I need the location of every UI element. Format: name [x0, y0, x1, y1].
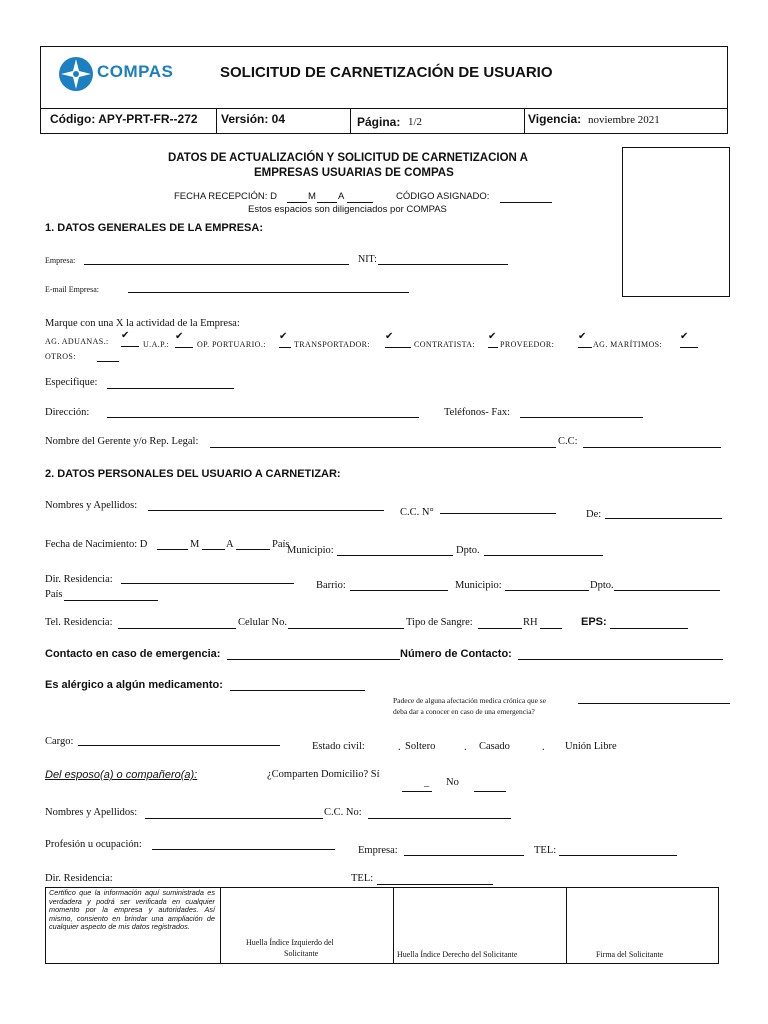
huella-izquierda-label-2: Solicitante [284, 949, 319, 958]
numero-contacto-field[interactable] [518, 659, 723, 660]
comparten-domicilio-label: ¿Comparten Domicilio? Sí [267, 769, 380, 780]
casado-option: Casado [479, 741, 510, 752]
section2-heading: 2. DATOS PERSONALES DEL USUARIO A CARNETIZAR: [45, 468, 341, 480]
esposo-heading: Del esposo(a) o compañero(a): [45, 769, 198, 781]
fecha-nacimiento-day[interactable] [157, 549, 188, 550]
cc-conyuge-label: C.C. No: [324, 807, 362, 818]
barrio-field[interactable] [350, 590, 448, 591]
activity-maritimos-check[interactable]: ✔ [680, 331, 689, 342]
activity-proveedor-label: PROVEEDOR: [500, 340, 555, 349]
fecha-nac-m-label: M [190, 539, 200, 550]
barrio-label: Barrio: [316, 580, 346, 591]
activity-otros-label: OTROS: [45, 352, 76, 361]
nombres-conyuge-field[interactable] [145, 818, 323, 819]
tel-residencia-label: Tel. Residencia: [45, 617, 113, 628]
fecha-nacimiento-month[interactable] [202, 549, 225, 550]
dir-residencia-conyuge-label: Dir. Residencia: [45, 873, 113, 884]
municipio-res-field[interactable] [505, 590, 589, 591]
activity-uap-label: U.A.P.: [143, 340, 170, 349]
email-label: E-mail Empresa: [45, 285, 99, 294]
brand-name: COMPAS [97, 62, 174, 81]
empresa-label: Empresa: [45, 256, 76, 265]
ccn-label: C.C. N° [400, 507, 434, 518]
nombres-field[interactable] [148, 510, 384, 511]
fecha-recepcion-month[interactable] [317, 202, 337, 203]
activity-proveedor-blank[interactable] [578, 347, 592, 348]
afectacion-field[interactable] [578, 703, 730, 704]
email-field[interactable] [128, 292, 409, 293]
comparten-no-blank[interactable] [474, 791, 506, 792]
activity-transportador-check[interactable]: ✔ [385, 331, 394, 342]
estado-civil-label: Estado civil: [312, 741, 365, 752]
cargo-field[interactable] [78, 745, 280, 746]
activity-otros-blank[interactable] [97, 361, 119, 362]
activity-portuario-blank[interactable] [279, 347, 291, 348]
document-version: Versión: 04 [221, 112, 286, 126]
tel-residencia-field[interactable] [118, 628, 236, 629]
activity-maritimos-label: AG. MARÍTIMOS: [593, 340, 663, 349]
eps-field[interactable] [610, 628, 688, 629]
header-cell-divider [216, 108, 217, 133]
dpto-nac-field[interactable] [484, 555, 603, 556]
fecha-recepcion-year[interactable] [347, 202, 373, 203]
activity-maritimos-blank[interactable] [680, 347, 698, 348]
telefonos-label: Teléfonos- Fax: [444, 407, 511, 418]
casado-option-marker[interactable]: . [464, 742, 467, 753]
tel-conyuge-field[interactable] [559, 855, 677, 856]
photo-box[interactable] [622, 147, 730, 297]
compass-logo-icon [58, 56, 94, 92]
dpto-res-label: Dpto. [590, 580, 614, 591]
direccion-field[interactable] [107, 417, 419, 418]
cc-conyuge-field[interactable] [368, 818, 511, 819]
ccn-field[interactable] [440, 513, 556, 514]
municipio-nac-label: Municipio: [287, 545, 334, 556]
direccion-label: Dirección: [45, 407, 90, 418]
gerente-label: Nombre del Gerente y/o Rep. Legal: [45, 436, 199, 447]
form-title-line1: DATOS DE ACTUALIZACIÓN Y SOLICITUD DE CARNETIZACION A [168, 152, 528, 164]
codigo-asignado-label: CÓDIGO ASIGNADO: [396, 191, 490, 202]
activity-uap-check[interactable]: ✔ [175, 331, 184, 342]
municipio-res-label: Municipio: [455, 580, 502, 591]
fecha-recepcion-label: FECHA RECEPCIÓN: D [174, 191, 277, 202]
activity-uap-blank[interactable] [175, 347, 193, 348]
form-title-line2: EMPRESAS USUARIAS DE COMPAS [254, 167, 454, 179]
alergico-field[interactable] [230, 690, 365, 691]
document-code: Código: APY-PRT-FR--272 [50, 112, 198, 126]
empresa-field[interactable] [84, 264, 349, 265]
especifique-label: Especifique: [45, 377, 98, 388]
de-label: De: [586, 509, 602, 520]
soltero-option: Soltero [405, 741, 436, 752]
page-label: Página: [357, 115, 401, 129]
activity-instruction: Marque con una X la actividad de la Empresa: [45, 318, 240, 329]
activity-proveedor-check[interactable]: ✔ [578, 331, 587, 342]
alergico-label: Es alérgico a algún medicamento: [45, 679, 223, 691]
activity-portuario-label: OP. PORTUARIO.: [197, 340, 266, 349]
compas-logo [58, 56, 94, 95]
afectacion-question-line1: Padece de alguna afectación medica crónica que se [393, 696, 547, 705]
dpto-res-field[interactable] [614, 590, 720, 591]
activity-contratista-blank[interactable] [488, 347, 498, 348]
signature-table-divider [393, 887, 394, 964]
validity-value: noviembre 2021 [588, 114, 660, 126]
signature-table-divider [566, 887, 567, 964]
pais-res-label: País [45, 589, 63, 600]
fecha-nacimiento-year[interactable] [236, 549, 270, 550]
tel-conyuge-label: TEL: [534, 845, 557, 856]
pais-nac-label: País [272, 539, 290, 550]
comparten-si-blank[interactable] [402, 791, 432, 792]
telefonos-field[interactable] [520, 417, 643, 418]
profesion-label: Profesión u ocupación: [45, 839, 142, 850]
firma-solicitante-label: Firma del Solicitante [596, 950, 664, 959]
cargo-label: Cargo: [45, 736, 74, 747]
de-field[interactable] [605, 518, 722, 519]
contacto-emergencia-label: Contacto en caso de emergencia: [45, 648, 221, 660]
validity-label: Vigencia: [528, 112, 582, 126]
page-title: SOLICITUD DE CARNETIZACIÓN DE USUARIO [220, 64, 553, 81]
fecha-a-label: A [338, 191, 345, 202]
tel-residencia-conyuge-label: TEL: [351, 873, 374, 884]
activity-transportador-blank[interactable] [385, 347, 411, 348]
municipio-nac-field[interactable] [337, 555, 453, 556]
profesion-field[interactable] [152, 849, 335, 850]
dpto-nac-label: Dpto. [456, 545, 480, 556]
activity-aduanas-label: AG. ADUANAS.: [45, 337, 109, 346]
afectacion-question-line2: deba dar a conocer en caso de una emergencia? [393, 707, 535, 716]
codigo-asignado-field[interactable] [500, 202, 552, 203]
huella-derecha-label: Huella Índice Derecho del Solicitante [397, 950, 518, 959]
activity-transportador-label: TRANSPORTADOR: [294, 340, 371, 349]
tipo-sangre-field[interactable] [478, 628, 522, 629]
gerente-cc-label: C.C: [558, 436, 578, 447]
dir-residencia-label: Dir. Residencia: [45, 574, 113, 585]
union-libre-option: Unión Libre [565, 741, 617, 752]
fecha-nacimiento-label: Fecha de Nacimiento: D [45, 539, 148, 550]
header-cell-divider [350, 108, 351, 133]
activity-contratista-check[interactable]: ✔ [488, 331, 497, 342]
especifique-field[interactable] [107, 388, 234, 389]
union-libre-option-marker[interactable]: . [542, 742, 545, 753]
section1-heading: 1. DATOS GENERALES DE LA EMPRESA: [45, 222, 263, 234]
numero-contacto-label: Número de Contacto: [400, 648, 512, 660]
eps-label: EPS: [581, 616, 607, 628]
tipo-sangre-label: Tipo de Sangre: [406, 617, 473, 628]
compas-note: Estos espacios son diligenciados por COMPAS [248, 204, 447, 215]
dir-residencia-field[interactable] [121, 583, 294, 584]
fecha-recepcion-day[interactable] [287, 202, 307, 203]
empresa-conyuge-label: Empresa: [358, 845, 398, 856]
nombres-conyuge-label: Nombres y Apellidos: [45, 807, 138, 818]
rh-field[interactable] [540, 628, 562, 629]
pais-res-field[interactable] [64, 600, 158, 601]
gerente-cc-field[interactable] [583, 447, 721, 448]
certification-text: Certifico que la información aquí suministrada es verdadera y podrá ser verificada en cualquier momento por la empresa y autoridades. Así mismo, consiento en brindar una ampliación de cualquier aspecto de mis datos registrados. [49, 888, 215, 932]
signature-table-divider [220, 887, 221, 964]
activity-aduanas-blank[interactable] [121, 346, 139, 347]
activity-contratista-label: CONTRATISTA: [414, 340, 476, 349]
comparten-no-label: No [446, 777, 459, 788]
celular-field[interactable] [288, 628, 404, 629]
comparten-si-dash: _ [424, 777, 430, 788]
header-divider [40, 108, 728, 109]
contacto-emergencia-field[interactable] [227, 659, 400, 660]
fecha-m-label: M [308, 191, 316, 202]
celular-label: Celular No. [238, 617, 287, 628]
activity-aduanas-check[interactable]: ✔ [121, 330, 130, 341]
activity-portuario-check[interactable]: ✔ [279, 331, 288, 342]
nombres-label: Nombres y Apellidos: [45, 500, 138, 511]
nit-label: NIT: [358, 254, 377, 265]
tel-residencia-conyuge-field[interactable] [377, 884, 493, 885]
nit-field[interactable] [378, 264, 508, 265]
empresa-conyuge-field[interactable] [404, 855, 524, 856]
rh-label: RH [523, 617, 538, 628]
huella-izquierda-label-1: Huella Índice Izquierdo del [246, 938, 334, 947]
fecha-nac-a-label: A [226, 539, 234, 550]
gerente-field[interactable] [210, 447, 556, 448]
soltero-option-marker[interactable]: . [398, 742, 401, 753]
page-value: 1/2 [408, 116, 423, 128]
header-cell-divider [524, 108, 525, 133]
